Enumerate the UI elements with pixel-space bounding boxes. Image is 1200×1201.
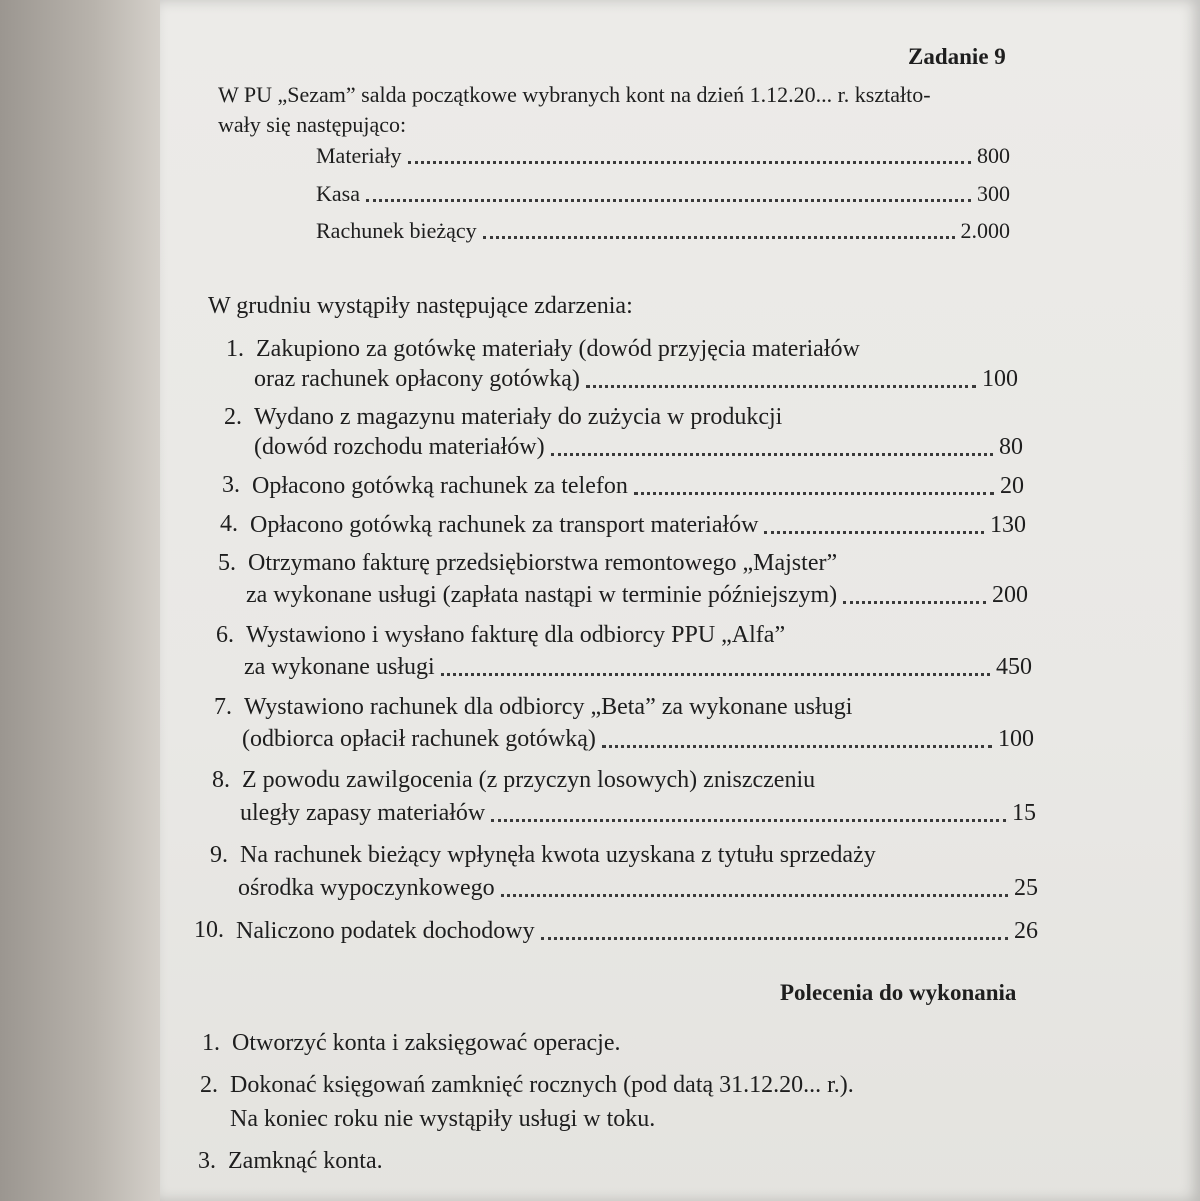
- instruction-number: 2.: [200, 1072, 218, 1098]
- event-text-line1: Zakupiono za gotówkę materiały (dowód przyjęcia materiałów: [256, 336, 860, 362]
- instruction-number: 1.: [202, 1030, 220, 1056]
- previous-page-edge: [0, 0, 170, 1201]
- event-row: [238, 874, 1038, 902]
- balance-value: 2.000: [960, 218, 1010, 243]
- event-number: 4.: [220, 511, 238, 537]
- dot-leader: [491, 818, 1006, 822]
- dot-leader: [366, 198, 971, 202]
- event-number: 5.: [218, 550, 236, 576]
- event-text-line1: Otrzymano fakturę przedsiębiorstwa remontowego „Majster”: [248, 550, 838, 576]
- dot-leader: [602, 744, 992, 748]
- dot-leader: [541, 936, 1008, 940]
- balance-row: [316, 220, 1010, 244]
- balance-label: Kasa: [316, 181, 360, 206]
- event-row: [244, 653, 1032, 681]
- event-row: [246, 581, 1028, 609]
- event-text-line2: uległy zapasy materiałów: [240, 800, 486, 826]
- event-number: 10.: [194, 917, 224, 943]
- event-number: 3.: [222, 472, 240, 498]
- dot-leader: [501, 893, 1008, 897]
- event-text-line2: (odbiorca opłacił rachunek gotówką): [242, 726, 596, 752]
- event-row: [254, 365, 1018, 393]
- event-text-line1: Z powodu zawilgocenia (z przyczyn losowych) zniszczeniu: [242, 767, 816, 793]
- balance-value: 300: [977, 181, 1010, 206]
- balance-label: Materiały: [316, 143, 402, 168]
- dot-leader: [551, 452, 993, 456]
- event-row: [236, 917, 1038, 945]
- dot-leader: [843, 600, 986, 604]
- event-row: [242, 725, 1034, 753]
- instruction-number: 3.: [198, 1148, 216, 1174]
- event-row: [252, 472, 1024, 500]
- event-text-line1: Wystawiono i wysłano fakturę dla odbiorcy PPU „Alfa”: [246, 622, 786, 648]
- event-text-line2: oraz rachunek opłacony gotówką): [254, 366, 580, 392]
- event-row: [240, 799, 1036, 827]
- instruction-text: Zamknąć konta.: [228, 1148, 383, 1174]
- event-value: 15: [1012, 800, 1036, 826]
- event-value: 20: [1000, 473, 1024, 499]
- task-title: Zadanie 9: [908, 44, 1006, 69]
- event-value: 100: [982, 366, 1018, 392]
- event-text-line1: Na rachunek bieżący wpłynęła kwota uzyskana z tytułu sprzedaży: [240, 842, 876, 868]
- instruction-text: Otworzyć konta i zaksięgować operacje.: [232, 1030, 621, 1056]
- event-value: 26: [1014, 918, 1038, 944]
- balance-row: [316, 145, 1010, 169]
- event-value: 100: [998, 726, 1034, 752]
- event-row: [250, 511, 1026, 539]
- event-text-line2: (dowód rozchodu materiałów): [254, 434, 545, 460]
- event-value: 25: [1014, 875, 1038, 901]
- event-number: 7.: [214, 694, 232, 720]
- event-number: 9.: [210, 842, 228, 868]
- intro-text-line2: wały się następująco:: [218, 112, 407, 137]
- intro-text-line1: W PU „Sezam” salda początkowe wybranych kont na dzień 1.12.20... r. kształto-: [218, 82, 931, 107]
- event-value: 80: [999, 434, 1023, 460]
- event-text-line2: za wykonane usługi (zapłata nastąpi w terminie późniejszym): [246, 582, 838, 608]
- event-text: Opłacono gotówką rachunek za telefon: [252, 473, 628, 499]
- balance-label: Rachunek bieżący: [316, 218, 477, 243]
- dot-leader: [634, 491, 994, 495]
- dot-leader: [586, 384, 976, 388]
- instruction-text-line2: Na koniec roku nie wystąpiły usługi w toku.: [230, 1106, 656, 1132]
- event-text: Naliczono podatek dochodowy: [236, 918, 535, 944]
- dot-leader: [408, 160, 971, 164]
- event-text-line1: Wystawiono rachunek dla odbiorcy „Beta” za wykonane usługi: [244, 694, 853, 720]
- dot-leader: [764, 530, 984, 534]
- book-page: [160, 0, 1200, 1201]
- balance-row: [316, 183, 1010, 207]
- event-value: 130: [990, 512, 1026, 538]
- event-number: 8.: [212, 767, 230, 793]
- balance-value: 800: [977, 143, 1010, 168]
- event-value: 450: [996, 654, 1032, 680]
- event-number: 1.: [226, 336, 244, 362]
- instruction-text: Dokonać księgowań zamknięć rocznych (pod datą 31.12.20... r.).: [230, 1072, 854, 1098]
- dot-leader: [483, 235, 955, 239]
- event-text-line1: Wydano z magazynu materiały do zużycia w produkcji: [254, 404, 783, 430]
- event-value: 200: [992, 582, 1028, 608]
- event-text-line2: za wykonane usługi: [244, 654, 435, 680]
- instructions-title: Polecenia do wykonania: [780, 980, 1017, 1005]
- event-text-line2: ośrodka wypoczynkowego: [238, 875, 495, 901]
- event-row: [254, 433, 1023, 461]
- event-number: 6.: [216, 622, 234, 648]
- event-number: 2.: [224, 404, 242, 430]
- event-text: Opłacono gotówką rachunek za transport materiałów: [250, 512, 759, 538]
- events-intro: W grudniu wystąpiły następujące zdarzenia:: [208, 293, 633, 319]
- dot-leader: [441, 672, 990, 676]
